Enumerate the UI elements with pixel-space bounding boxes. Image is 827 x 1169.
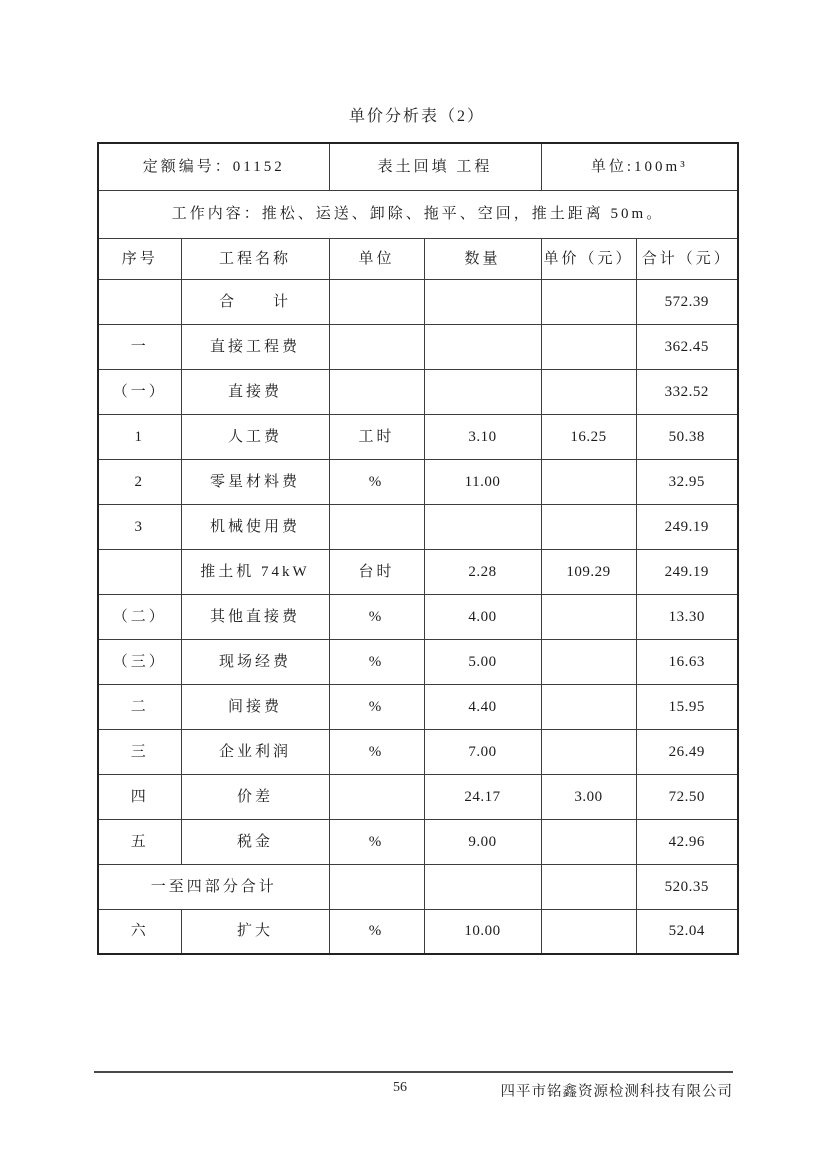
table-row — [98, 864, 738, 909]
header-total: 合计（元） — [636, 238, 738, 279]
cell-total: 13.30 — [636, 594, 738, 639]
cell-price — [541, 369, 636, 414]
cell-no: 3 — [98, 504, 181, 549]
cell-total: 32.95 — [636, 459, 738, 504]
cell-name: 税金 — [181, 819, 329, 864]
cell-qty: 11.00 — [424, 459, 541, 504]
cell-unit — [329, 369, 424, 414]
table-row — [98, 594, 738, 639]
cell-unit: 工时 — [329, 414, 424, 459]
cell-no: （二） — [98, 594, 181, 639]
cell-name: 推土机 74kW — [181, 549, 329, 594]
cell-qty — [424, 504, 541, 549]
cell-total: 362.45 — [636, 324, 738, 369]
cell-name: 现场经费 — [181, 639, 329, 684]
cell-unit: % — [329, 594, 424, 639]
cell-total: 332.52 — [636, 369, 738, 414]
table-row — [98, 414, 738, 459]
cell-price — [541, 594, 636, 639]
table-row — [98, 684, 738, 729]
cell-name: 机械使用费 — [181, 504, 329, 549]
cell-price — [541, 864, 636, 909]
unit-price-analysis-table — [97, 142, 739, 955]
cell-qty: 5.00 — [424, 639, 541, 684]
cell-unit: % — [329, 819, 424, 864]
cell-qty: 2.28 — [424, 549, 541, 594]
cell-qty: 24.17 — [424, 774, 541, 819]
cell-qty — [424, 279, 541, 324]
cell-unit: % — [329, 684, 424, 729]
quota-number-cell: 定额编号：01152 — [98, 143, 329, 190]
cell-price — [541, 459, 636, 504]
cell-no — [98, 549, 181, 594]
cell-name: 人工费 — [181, 414, 329, 459]
cell-name: 零星材料费 — [181, 459, 329, 504]
cell-total: 72.50 — [636, 774, 738, 819]
cell-unit: % — [329, 459, 424, 504]
cell-total: 572.39 — [636, 279, 738, 324]
header-unit: 单位 — [329, 238, 424, 279]
table-row — [98, 909, 738, 954]
footer-company-name: 四平市铭鑫资源检测科技有限公司 — [500, 1084, 733, 1100]
cell-qty: 10.00 — [424, 909, 541, 954]
cell-name: 合 计 — [181, 279, 329, 324]
table-row — [98, 729, 738, 774]
header-item-name: 工程名称 — [181, 238, 329, 279]
cell-no — [98, 279, 181, 324]
cell-no: （一） — [98, 369, 181, 414]
cell-unit: % — [329, 729, 424, 774]
cell-no: 2 — [98, 459, 181, 504]
table-row — [98, 774, 738, 819]
cell-price: 109.29 — [541, 549, 636, 594]
table-row — [98, 549, 738, 594]
cell-name: 企业利润 — [181, 729, 329, 774]
table-row — [98, 639, 738, 684]
cell-qty — [424, 369, 541, 414]
cell-no: 1 — [98, 414, 181, 459]
cell-name: 其他直接费 — [181, 594, 329, 639]
cell-no: 五 — [98, 819, 181, 864]
cell-price — [541, 819, 636, 864]
header-quantity: 数量 — [424, 238, 541, 279]
cell-qty — [424, 324, 541, 369]
measure-unit-cell: 单位:100m³ — [541, 143, 738, 190]
cell-total: 50.38 — [636, 414, 738, 459]
cell-name: 价差 — [181, 774, 329, 819]
work-content-cell: 工作内容：推松、运送、卸除、拖平、空回，推土距离 50m。 — [98, 190, 738, 238]
cell-name: 间接费 — [181, 684, 329, 729]
cell-unit — [329, 504, 424, 549]
cell-unit: % — [329, 909, 424, 954]
cell-price — [541, 324, 636, 369]
cell-qty — [424, 864, 541, 909]
cell-price — [541, 504, 636, 549]
cell-qty: 4.40 — [424, 684, 541, 729]
cell-no: 四 — [98, 774, 181, 819]
work-content-row — [98, 190, 738, 238]
cell-total: 520.35 — [636, 864, 738, 909]
cell-qty: 3.10 — [424, 414, 541, 459]
cell-no: （三） — [98, 639, 181, 684]
cell-no: 一至四部分合计 — [98, 864, 329, 909]
cell-unit — [329, 774, 424, 819]
cell-price — [541, 684, 636, 729]
cell-unit: 台时 — [329, 549, 424, 594]
cell-name: 扩大 — [181, 909, 329, 954]
cell-price — [541, 909, 636, 954]
cell-no: 六 — [98, 909, 181, 954]
cell-unit — [329, 864, 424, 909]
cell-total: 26.49 — [636, 729, 738, 774]
cell-price: 16.25 — [541, 414, 636, 459]
header-serial: 序号 — [98, 238, 181, 279]
cell-total: 249.19 — [636, 549, 738, 594]
info-row — [98, 143, 738, 190]
cell-name: 直接费 — [181, 369, 329, 414]
cell-name: 直接工程费 — [181, 324, 329, 369]
cell-no: 一 — [98, 324, 181, 369]
cell-qty: 4.00 — [424, 594, 541, 639]
cell-price — [541, 639, 636, 684]
cell-price: 3.00 — [541, 774, 636, 819]
project-name-cell: 表土回填 工程 — [329, 143, 541, 190]
cell-total: 42.96 — [636, 819, 738, 864]
cell-no: 三 — [98, 729, 181, 774]
table-row — [98, 459, 738, 504]
cell-qty: 7.00 — [424, 729, 541, 774]
page-number: 56 — [393, 1080, 407, 1095]
table-body — [98, 279, 738, 954]
cell-price — [541, 279, 636, 324]
cell-no: 二 — [98, 684, 181, 729]
cell-unit — [329, 324, 424, 369]
cell-qty: 9.00 — [424, 819, 541, 864]
header-unit-price: 单价（元） — [541, 238, 636, 279]
table-row — [98, 504, 738, 549]
table-row — [98, 369, 738, 414]
table-row — [98, 279, 738, 324]
table-row — [98, 324, 738, 369]
cell-total: 16.63 — [636, 639, 738, 684]
table-header-row — [98, 238, 738, 279]
table-row — [98, 819, 738, 864]
document-title: 单价分析表（2） — [348, 108, 485, 125]
cell-total: 249.19 — [636, 504, 738, 549]
cell-price — [541, 729, 636, 774]
footer-divider — [94, 1071, 733, 1073]
cell-unit: % — [329, 639, 424, 684]
cell-total: 15.95 — [636, 684, 738, 729]
cell-unit — [329, 279, 424, 324]
cell-total: 52.04 — [636, 909, 738, 954]
